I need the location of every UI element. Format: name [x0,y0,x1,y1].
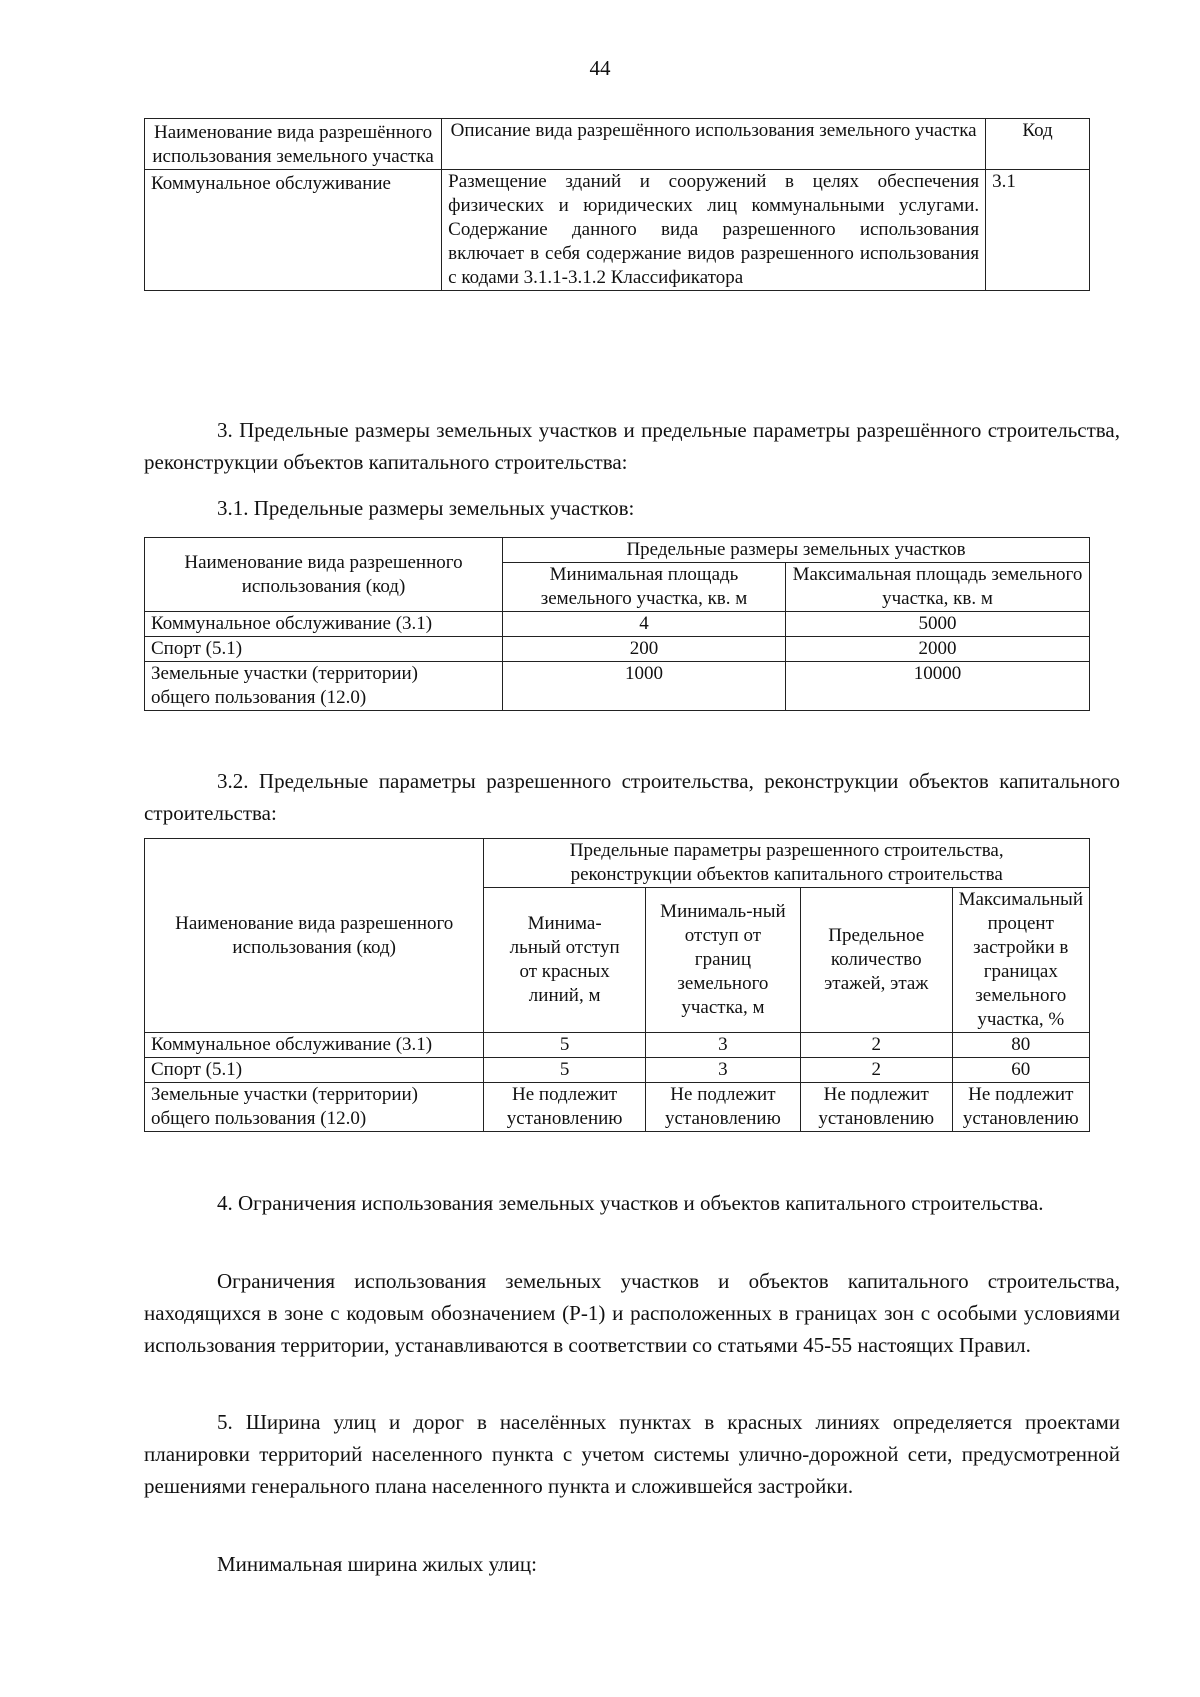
cell-max: 10000 [786,662,1090,711]
table-row [145,1058,1090,1083]
header-max-area: Максимальная площадь земельного участка, кв. м [786,563,1090,612]
header-floors: Предельное количество этажей, этаж [800,888,952,1033]
cell-code: 3.1 [986,170,1090,291]
cell-value: 60 [952,1058,1089,1083]
table-header-row [145,119,1090,170]
cell-max: 2000 [786,637,1090,662]
cell-value: 80 [952,1033,1089,1058]
table-row [145,662,1090,711]
cell-description: Размещение зданий и сооружений в целях обеспечения физических и юридических лиц коммунальными услугами. Содержание данного вида разрешенного использования включает в себя содержание видов разрешенного использования с кодами 3.1.1-3.1.2 Классификатора [442,170,986,291]
cell-name: Земельные участки (территории) общего пользования (12.0) [145,662,503,711]
section-3-heading: 3. Предельные размеры земельных участков и предельные параметры разрешённого строительства, реконструкции объектов капитального строительства: [144,418,1120,474]
page-number: 44 [589,56,611,80]
cell-value: Не подлежит установлению [645,1083,800,1132]
section-4-paragraph: Ограничения использования земельных участков и объектов капитального строительства, находящихся в зоне с кодовым обозначением (Р-1) и расположенных в границах зон с особыми условиями использования территории, устанавливаются в соответствии со статьями 45-55 настоящих Правил. [144,1269,1120,1357]
section-5-paragraph: 5. Ширина улиц и дорог в населённых пунктах в красных линиях определяется проектами планировки территорий населенного пункта с учетом системы улично-дорожной сети, предусмотренной решениями генерального плана населенного пункта и сложившейся застройки. [144,1410,1120,1498]
table-build-params [144,838,1090,1132]
table-plot-sizes [144,537,1090,711]
header-group: Предельные размеры земельных участков [503,538,1090,563]
header-description: Описание вида разрешённого использования земельного участка [442,119,986,170]
table-header-row [145,839,1090,888]
cell-value: 5 [484,1033,645,1058]
cell-value: Не подлежит установлению [800,1083,952,1132]
table-row [145,170,1090,291]
header-name: Наименование вида разрешенного использования (код) [145,839,484,1033]
section-3-1-heading: 3.1. Предельные размеры земельных участков: [217,496,635,520]
table-row [145,1083,1090,1132]
header-group: Предельные параметры разрешенного строительства, реконструкции объектов капитального строительства [484,839,1090,888]
cell-value: 2 [800,1058,952,1083]
table-header-row [145,538,1090,563]
table-row [145,637,1090,662]
cell-name: Коммунальное обслуживание (3.1) [145,612,503,637]
header-boundary-offset: Минималь-ный отступ от границ земельного участка, м [645,888,800,1033]
cell-value: 2 [800,1033,952,1058]
section-4-heading: 4. Ограничения использования земельных участков и объектов капитального строительства. [217,1191,1044,1215]
cell-value: Не подлежит установлению [484,1083,645,1132]
cell-name: Спорт (5.1) [145,637,503,662]
cell-value: 3 [645,1058,800,1083]
cell-value: Не подлежит установлению [952,1083,1089,1132]
cell-name: Спорт (5.1) [145,1058,484,1083]
cell-name: Коммунальное обслуживание [145,170,442,291]
cell-min: 1000 [503,662,786,711]
cell-value: 3 [645,1033,800,1058]
cell-value: 5 [484,1058,645,1083]
header-name: Наименование вида разрешенного использования (код) [145,538,503,612]
cell-min: 4 [503,612,786,637]
header-code: Код [986,119,1090,170]
table-row [145,1033,1090,1058]
table-use-types [144,118,1090,291]
cell-max: 5000 [786,612,1090,637]
header-red-line-offset: Минима-льный отступ от красных линий, м [484,888,645,1033]
table-row [145,612,1090,637]
min-width-heading: Минимальная ширина жилых улиц: [217,1552,537,1576]
section-3-2-heading: 3.2. Предельные параметры разрешенного строительства, реконструкции объектов капитального строительства: [144,769,1120,825]
cell-name: Земельные участки (территории) общего пользования (12.0) [145,1083,484,1132]
header-name: Наименование вида разрешённого использования земельного участка [145,119,442,170]
cell-min: 200 [503,637,786,662]
header-coverage: Максимальный процент застройки в границах земельного участка, % [952,888,1089,1033]
cell-name: Коммунальное обслуживание (3.1) [145,1033,484,1058]
header-min-area: Минимальная площадь земельного участка, кв. м [503,563,786,612]
